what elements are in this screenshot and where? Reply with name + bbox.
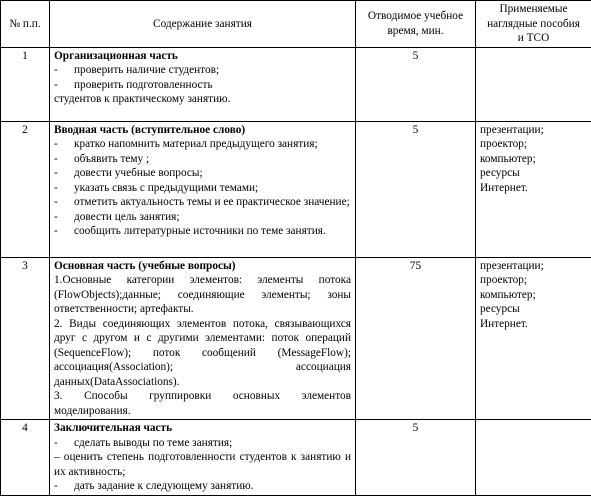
table-row [1,420,591,496]
row-content [50,121,356,257]
content-paragraph: 2. Виды соединяющих элементов потока, связывающихся друг с другом и с другими элементами: поток операций (SequenceFlow); поток сообщений (MessageFlow); ассоциация(Association); ассоциация данных(DataAssociations). [54,317,351,390]
header-time-line: Отводимое учебное [360,9,471,24]
list-item: - объявить тему ; [54,152,351,167]
row-number: 3 [1,257,50,420]
tool-item: проектор; [480,273,587,288]
header-tools-line: и ТСО [480,31,587,46]
list-item: - проверить подготовленность [54,78,351,93]
row-number: 4 [1,420,50,496]
content-paragraph: 1.Основные категории элементов: элементы потока (FlowObjects);данные; соединяющие элементы; зоны ответственности; артефакты. [54,273,351,317]
list-item: - сделать выводы по теме занятия; [54,436,351,451]
section-title: Заключительная часть [54,421,351,436]
task-list [54,137,351,239]
row-tools [476,47,591,121]
table-row [1,257,591,420]
tool-item: компьютер; [480,288,587,303]
task-list [54,479,351,494]
content-paragraph: 3. Способы группировки основных элементов моделирования. [54,389,351,418]
row-tools [476,420,591,496]
row-content [50,47,356,121]
header-time [356,1,476,48]
list-item: - отметить актуальность темы и ее практическое значение; [54,195,351,210]
row-time: 5 [356,47,476,121]
table-row [1,121,591,257]
header-number: № п.п. [1,1,50,48]
tool-item: презентации; [480,259,587,274]
list-item: - довести цель занятия; [54,210,351,225]
header-content: Содержание занятия [50,1,356,48]
list-item: - дать задание к следующему занятию. [54,479,351,494]
header-tools-line: наглядные пособия [480,17,587,32]
list-item: - довести учебные вопросы; [54,166,351,181]
tool-item: ресурсы [480,302,587,317]
header-time-line: время, мин. [360,24,471,39]
content-paragraph: – оценить степень подготовленности студентов к занятию и их активность; [54,450,351,479]
row-time: 5 [356,420,476,496]
section-title: Основная часть (учебные вопросы) [54,259,351,274]
header-tools-line: Применяемые [480,2,587,17]
row-time: 5 [356,121,476,257]
list-item: - указать связь с предыдущими темами; [54,181,351,196]
list-item: - сообщить литературные источники по теме занятия. [54,224,351,239]
tool-item: ресурсы [480,166,587,181]
section-title: Организационная часть [54,49,351,64]
tool-item: проектор; [480,137,587,152]
tool-item: Интернет. [480,181,587,196]
row-content [50,257,356,420]
content-text: студентов к практическому занятию. [54,92,351,107]
tool-item: компьютер; [480,152,587,167]
table-row [1,47,591,121]
tool-item: Интернет. [480,317,587,332]
list-item: - проверить наличие студентов; [54,63,351,78]
row-number: 1 [1,47,50,121]
tool-item: презентации; [480,123,587,138]
row-time: 75 [356,257,476,420]
list-item: - кратко напомнить материал предыдущего занятия; [54,137,351,152]
header-tools [476,1,591,48]
row-number: 2 [1,121,50,257]
task-list [54,63,351,92]
task-list [54,436,351,451]
section-title: Вводная часть (вступительное слово) [54,123,351,138]
row-content [50,420,356,496]
header-row [1,1,591,48]
row-tools [476,121,591,257]
row-tools [476,257,591,420]
